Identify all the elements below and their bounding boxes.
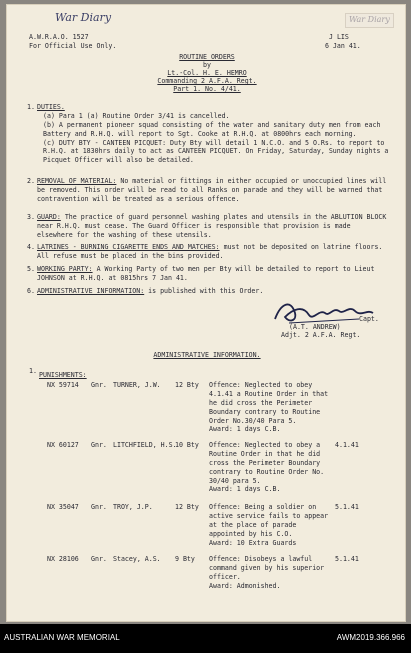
service-number: NX 28106: [47, 555, 79, 563]
award: Award: 1 days C.B.: [209, 425, 281, 434]
rank: Gnr.: [91, 441, 107, 449]
para-line: A Working Party of two men per Bty will be detailed to report to Lieut JOHNSON at R.H.Q. at 0815hrs 7 Jan 41.: [37, 265, 375, 282]
para-guard: [27, 213, 389, 240]
soldier-name: TURNER, J.W.: [113, 381, 161, 389]
battery: 12 Bty: [175, 503, 199, 511]
offence-date: 5.1.41: [335, 555, 359, 563]
award: Award: 10 Extra Guards: [209, 538, 297, 547]
para-heading: GUARD:: [37, 213, 61, 221]
para-line: must not be deposited on latrine floors. All refuse must be placed in the bins provided.: [37, 243, 383, 260]
offence-text: [209, 381, 359, 434]
para-number: 5.: [27, 265, 35, 273]
para-number: 1.: [27, 103, 35, 111]
order-title: ROUTINE ORDERS: [179, 53, 235, 61]
offence: Offence: Disobeys a lawful command given by his superior officer.: [209, 555, 325, 581]
para-heading: ADMINISTRATIVE INFORMATION:: [37, 287, 145, 295]
para-heading: WORKING PARTY:: [37, 265, 93, 273]
commander-role: Commanding 2 A.F.A. Regt.: [157, 77, 257, 85]
service-number: NX 60127: [47, 441, 79, 449]
para-line: (a) Para 1 (a) Routine Order 3/41 is cancelled.: [43, 111, 230, 120]
document-page: [6, 4, 406, 622]
order-part: Part 1. No. 4/41.: [173, 85, 241, 93]
para-line: is published with this Order.: [148, 287, 264, 295]
para-duties: [27, 103, 389, 165]
admin-title: ADMINISTRATIVE INFORMATION.: [153, 351, 261, 359]
soldier-name: Stacey, A.S.: [113, 555, 161, 563]
commander-name: Lt.-Col. H. E. HEMRO: [167, 69, 247, 77]
para-line: No material or fittings in either occupied or unoccupied lines will be removed. This order will be read to all Ranks on parade and they will be warned that contravention will be treated as a serious offence.: [37, 177, 387, 203]
order-by: by: [203, 61, 211, 69]
award: Award: 1 days C.B.: [209, 485, 281, 494]
para-heading: LATRINES - BURNING CIGARETTE ENDS AND MATCHES:: [37, 243, 220, 251]
rank: Gnr.: [91, 381, 107, 389]
para-line: The practice of guard personnel washing plates and utensils in the ABLUTION BLOCK near R.H.Q. must cease. The Guard Officer is responsible that provision is made elsewhere for the washing of these utensils.: [37, 213, 387, 239]
offence-date: 5.1.41: [335, 503, 359, 511]
battery: 9 Bty: [175, 555, 195, 563]
battery: 10 Bty: [175, 441, 199, 449]
award: Award: Admonished.: [209, 581, 281, 590]
official-use-note: For Official Use Only.: [29, 42, 117, 50]
para-number: 2.: [27, 177, 35, 185]
para-number: 4.: [27, 243, 35, 251]
section-heading: PUNISHMENTS:: [39, 371, 87, 379]
signoff-rank: Capt.: [359, 315, 379, 323]
archive-name: AUSTRALIAN WAR MEMORIAL: [4, 633, 120, 642]
archive-id: AWM2019.366.966: [336, 633, 405, 642]
para-heading: REMOVAL OF MATERIAL:: [37, 177, 117, 185]
offence: Offence: Being a soldier on active service fails to appear at the place of parade appointed by his C.O.: [209, 503, 329, 538]
para-number: 6.: [27, 287, 35, 295]
header-code: J LIS: [329, 33, 349, 41]
handwritten-note-top-right: War Diary: [345, 13, 394, 28]
offence: Offence: Neglected to obey 4.1.41 a Routine Order in that he did cross the Perimeter Boundary contrary to Routine Order No.30/40 Para 5.: [209, 381, 329, 425]
para-line: (c) DUTY BTY - CANTEEN PICQUET: Duty Bty will detail 1 N.C.O. and 5 O.Rs. to report to R.H.Q. at 1830hrs daily to act as CANTEEN PICQUET. On Friday, Saturday, Sunday nights a Picquet Officer will also be detailed.: [43, 138, 389, 165]
offence-date: 4.1.41: [335, 441, 359, 449]
para-line: (b) A permanent pioneer squad consisting of the water and sanitary duty men from each Battery and R.H.Q. will report to Sgt. Cooke at R.H.Q. at 0800hrs each morning.: [43, 120, 381, 138]
signoff-role: Adjt. 2 A.F.A. Regt.: [281, 331, 361, 339]
rank: Gnr.: [91, 503, 107, 511]
order-date: 6 Jan 41.: [325, 42, 361, 50]
soldier-name: TROY, J.P.: [113, 503, 153, 511]
para-removal-of-material: [27, 177, 389, 204]
service-number: NX 35047: [47, 503, 79, 511]
signoff-name: (A.T. ANDREW): [289, 323, 341, 331]
handwritten-note-top-left: War Diary: [55, 11, 112, 24]
reference-number: A.W.R.A.O. 1527: [29, 33, 89, 41]
soldier-name: LITCHFIELD, H.S.: [113, 441, 177, 449]
battery: 12 Bty: [175, 381, 199, 389]
para-working-party: [27, 265, 389, 283]
service-number: NX 59714: [47, 381, 79, 389]
section-number: 1.: [29, 367, 37, 375]
offence: Offence: Neglected to obey a Routine Order in that he did cross the Perimeter Boundary contrary to Routine Order No. 30/40 para 5.: [209, 441, 325, 485]
rank: Gnr.: [91, 555, 107, 563]
para-number: 3.: [27, 213, 35, 221]
para-heading: DUTIES.: [37, 103, 65, 111]
archive-footer: [0, 624, 411, 653]
para-latrines: [27, 243, 389, 261]
